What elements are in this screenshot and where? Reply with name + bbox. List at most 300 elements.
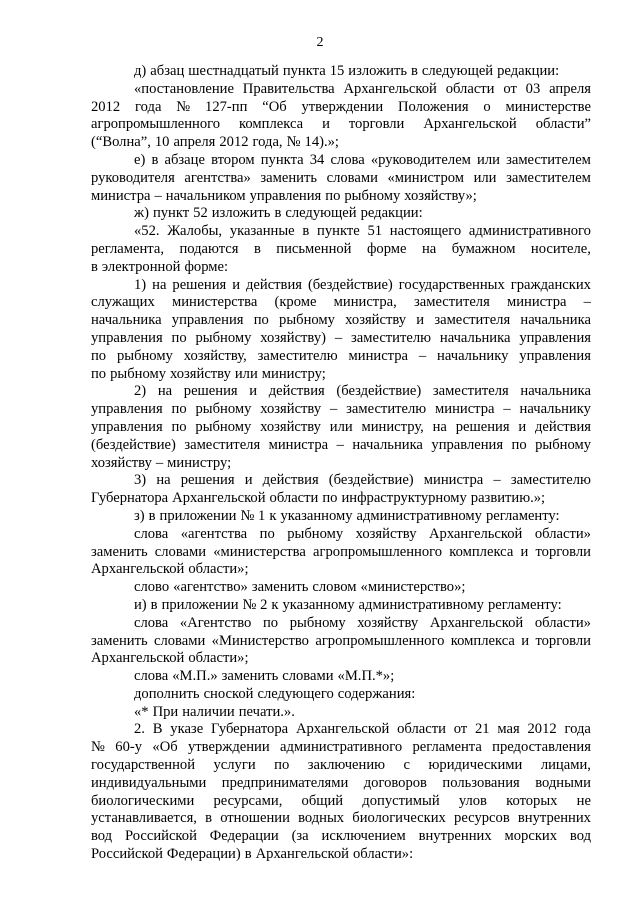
text-line (91, 793, 591, 811)
word: и (232, 276, 241, 293)
word: административного (280, 739, 403, 756)
page-number: 2 (316, 35, 324, 50)
word: При (152, 703, 179, 720)
word: по (325, 187, 341, 204)
word: сноской (203, 685, 254, 702)
word: общий (301, 792, 344, 809)
word: Федерации (209, 828, 279, 845)
word: втором (211, 151, 255, 168)
word: 2012 (91, 98, 121, 115)
word: приложении (159, 507, 237, 524)
word: начальника (520, 383, 591, 400)
text-line (91, 312, 591, 330)
text-line (91, 597, 591, 615)
word: словами (154, 632, 206, 649)
word: индивидуальными (91, 774, 207, 791)
word: 2) (134, 383, 147, 400)
text-line (91, 277, 591, 295)
word: «М.П.*»; (337, 668, 395, 685)
word: рыбному (195, 329, 252, 346)
word: министерстве (505, 98, 591, 115)
word: Федерации) (166, 846, 241, 863)
word: отношении (220, 810, 290, 827)
word: Российской (91, 846, 163, 863)
word: от (453, 721, 468, 738)
word: не (576, 792, 591, 809)
word: словами (282, 668, 334, 685)
text-line (91, 348, 591, 366)
word: 2. (134, 721, 145, 738)
word: утверждении (301, 98, 384, 115)
word: 3) (134, 472, 147, 489)
word: лицами, (540, 757, 591, 774)
word: и (322, 116, 330, 133)
word: словами (154, 543, 207, 560)
word: Архангельской (343, 80, 437, 97)
word: следующего (257, 685, 334, 702)
word: или (473, 169, 497, 186)
word: хозяйству (260, 418, 321, 435)
word: водных (298, 810, 345, 827)
word: Архангельской (255, 846, 349, 863)
word: заместителя (184, 436, 261, 453)
word: 1) (134, 276, 147, 293)
word: министру; (167, 454, 232, 471)
word: хозяйству»; (404, 187, 477, 204)
word: заменить (260, 169, 318, 186)
word: года (135, 98, 162, 115)
text-line (91, 846, 591, 864)
word: области» (534, 525, 591, 542)
word: указанному (282, 596, 355, 613)
word: «Министерство (211, 632, 309, 649)
word: д) (134, 63, 147, 79)
word: «агентство» (173, 579, 248, 596)
word: следующей (285, 205, 357, 222)
word: слова (134, 614, 169, 631)
word: (кроме (274, 294, 317, 311)
word: агропромышленного (313, 543, 443, 560)
word: – (155, 454, 164, 471)
word: хозяйству (357, 614, 419, 631)
word: 14).»; (304, 134, 339, 151)
word: «министерство»; (360, 579, 466, 596)
word: агропромышленного (315, 632, 445, 649)
word: биологическими (91, 792, 195, 809)
text-line (91, 63, 591, 81)
word: министра, (333, 294, 397, 311)
word: решения (183, 383, 238, 400)
word: мая (497, 721, 520, 738)
word: торговли (535, 632, 591, 649)
word: области» (534, 614, 591, 631)
word: – (334, 329, 343, 346)
word: апреля (173, 134, 216, 151)
word: начальнику (519, 401, 591, 418)
word: Архангельской (172, 490, 266, 507)
word: развитию.»; (470, 490, 546, 507)
word: слово (134, 579, 170, 596)
text-line (91, 686, 591, 704)
word: министра (435, 401, 495, 418)
word: в (151, 151, 159, 168)
word: (бездействие) (91, 436, 176, 453)
word: устанавливается, (91, 810, 197, 827)
text-line (91, 508, 591, 526)
text-line (91, 116, 591, 134)
word: административного (468, 223, 591, 240)
word: регламента (412, 739, 482, 756)
word: № (176, 98, 191, 115)
word: «М.П.» (172, 668, 218, 685)
word: по (171, 401, 187, 418)
word: Правительства (242, 80, 335, 97)
word: действия (535, 418, 591, 435)
word: комплекса (239, 116, 304, 133)
word: к (271, 596, 279, 613)
word: «министерства (213, 543, 306, 560)
word: области” (535, 116, 591, 133)
text-line (91, 526, 591, 544)
word: министерства (171, 294, 258, 311)
word: по (171, 418, 187, 435)
word: управления (249, 187, 322, 204)
word: заместителем (506, 169, 591, 186)
word: редакции: (497, 63, 560, 79)
word: пункта (282, 63, 326, 79)
word: № 1 (240, 507, 266, 524)
text-line (91, 490, 591, 508)
word: рыбному (110, 365, 166, 382)
word: области»: (352, 846, 414, 863)
word: регламента, (91, 240, 164, 257)
word: области (397, 721, 446, 738)
text-line (91, 383, 591, 401)
word: форме: (184, 258, 229, 275)
word: по (253, 312, 269, 329)
word: министру; (261, 365, 326, 382)
word: управления (519, 329, 591, 346)
word: 34 (309, 151, 325, 168)
word: “Об (262, 98, 287, 115)
word: и (249, 383, 258, 400)
word: указанные (229, 223, 295, 240)
text-line (91, 633, 591, 651)
word: управления (431, 436, 504, 453)
word: и (416, 312, 425, 329)
word: решения (455, 418, 510, 435)
word: по (511, 436, 527, 453)
word: 51 (367, 223, 383, 240)
word: электронной (101, 258, 181, 275)
word: 03 (525, 80, 541, 97)
word: з) (134, 507, 145, 524)
word: по (259, 525, 275, 542)
word: следующей (421, 63, 494, 79)
text-line (91, 205, 591, 223)
word: 2012 (527, 721, 557, 738)
word: агентства» (184, 169, 251, 186)
word: министра (268, 436, 329, 453)
word: дополнить (134, 685, 200, 702)
word: гражданских (510, 276, 591, 293)
word: рыбному (344, 187, 401, 204)
word: Архангельской (429, 614, 524, 631)
text-line (91, 152, 591, 170)
text-line (91, 401, 591, 419)
word: в (253, 240, 261, 257)
word: государственных (398, 276, 505, 293)
word: бумажном (451, 240, 516, 257)
word: – (583, 294, 591, 311)
word: решения (180, 472, 235, 489)
word: форме (366, 240, 407, 257)
word: с (403, 757, 411, 774)
word: заменить (251, 579, 309, 596)
word: (бездействие) (336, 383, 422, 400)
word: агропромышленного (91, 116, 221, 133)
word: ресурсами, (213, 792, 283, 809)
text-line (91, 828, 591, 846)
word: № (286, 134, 301, 151)
word: области (445, 80, 495, 97)
word: хозяйству (170, 365, 231, 382)
word: «* (134, 703, 149, 720)
word: внутренних (418, 828, 492, 845)
text-line (91, 472, 591, 490)
text-line (91, 241, 591, 259)
word: действия (268, 383, 325, 400)
word: начальника (520, 312, 591, 329)
word: по (322, 490, 338, 507)
text-line (91, 99, 591, 117)
word: торговли (348, 116, 405, 133)
word: Архангельской (428, 525, 523, 542)
word: Архангельской (295, 721, 390, 738)
word: области»; (188, 650, 249, 667)
word: к (269, 507, 277, 524)
word: на (157, 383, 173, 400)
word: «Агентство (179, 614, 252, 631)
word: начальника (91, 312, 162, 329)
document-body (91, 63, 591, 864)
word: – (418, 347, 427, 364)
word: рыбному (279, 312, 335, 329)
word: заместителя (432, 383, 509, 400)
word: юридическими (428, 757, 523, 774)
text-line (91, 419, 591, 437)
word: наличии (182, 703, 235, 720)
word: административному (358, 596, 484, 613)
word: е) (134, 151, 146, 168)
text-line (91, 810, 591, 828)
text-line (91, 294, 591, 312)
word: пункт (152, 205, 190, 222)
word: хозяйству (91, 454, 152, 471)
word: и (518, 418, 527, 435)
text-line (91, 170, 591, 188)
word: государственной (91, 757, 196, 774)
word: «министром (387, 169, 465, 186)
text-line (91, 259, 591, 277)
word: 60-у (115, 739, 143, 756)
word: в (148, 507, 156, 524)
word: по (171, 329, 187, 346)
word: 127-пп (205, 98, 248, 115)
word: административному (356, 507, 482, 524)
word: рыбному (195, 401, 252, 418)
word: на (152, 276, 167, 293)
word: в (150, 596, 158, 613)
word: министра (91, 187, 151, 204)
word: рыбному (287, 525, 344, 542)
word: хозяйству (355, 525, 417, 542)
word: носителе, (530, 240, 591, 257)
word: и (521, 632, 530, 649)
text-line (91, 437, 591, 455)
word: словом (312, 579, 357, 596)
word: (бездействие) (328, 472, 414, 489)
word: рыбному (289, 614, 346, 631)
word: действия (262, 472, 319, 489)
text-line (91, 615, 591, 633)
word: заменить (91, 543, 148, 560)
word: допустимый (362, 792, 440, 809)
word: заместителю (510, 472, 591, 489)
word: по (262, 614, 279, 631)
word: заместителю (351, 329, 432, 346)
word: абзаце (164, 151, 205, 168)
word: Российской (124, 828, 197, 845)
word: (за (291, 828, 309, 845)
word: предоставления (492, 739, 591, 756)
text-line (91, 81, 591, 99)
word: Жалобы, (167, 223, 223, 240)
word: начальником (165, 187, 246, 204)
word: министру, (361, 418, 424, 435)
word: начальнику (437, 347, 509, 364)
word: министра (507, 294, 567, 311)
word: пункте (317, 223, 360, 240)
text-line (91, 579, 591, 597)
word: редакции: (360, 205, 423, 222)
text-line (91, 650, 591, 668)
word: на (421, 240, 437, 257)
word: руководителя (91, 169, 175, 186)
word: регламенту: (487, 596, 562, 613)
word: хозяйству (260, 401, 322, 418)
word: в (244, 846, 252, 863)
word: начальника (439, 329, 511, 346)
word: которых (506, 792, 558, 809)
word: управления (171, 312, 244, 329)
word: пункта (260, 151, 304, 168)
word: на (432, 418, 447, 435)
word: области (269, 490, 319, 507)
word: регламенту: (485, 507, 560, 524)
word: в (91, 258, 98, 275)
word: № (91, 739, 105, 756)
word: морских (504, 828, 558, 845)
word: заместителя (413, 294, 490, 311)
word: – (154, 187, 162, 204)
word: года (564, 721, 591, 738)
word: заместителю (257, 347, 338, 364)
word: начальника (352, 436, 423, 453)
word: Архангельской (91, 650, 185, 667)
word: Архангельской (423, 116, 517, 133)
word: в (411, 63, 418, 79)
word: служащих (91, 294, 155, 311)
word: – (503, 401, 511, 418)
word: управления (91, 401, 163, 418)
word: внутренних (517, 810, 591, 827)
word: и (520, 543, 529, 560)
word: указанному (280, 507, 353, 524)
word: изложить (348, 63, 407, 79)
word: словами (326, 169, 378, 186)
word: заместителя (434, 312, 511, 329)
text-line (91, 739, 591, 757)
text-line (91, 757, 591, 775)
word: № 2 (242, 596, 268, 613)
word: «агентства (180, 525, 248, 542)
word: управления (91, 329, 163, 346)
word: биологических (352, 810, 446, 827)
word: печати.». (238, 703, 295, 720)
word: улов (458, 792, 487, 809)
word: торговли (535, 543, 591, 560)
word: заместителем (506, 151, 591, 168)
text-line (91, 775, 591, 793)
text-line (91, 366, 591, 384)
word: решения (172, 276, 227, 293)
word: исключением (321, 828, 406, 845)
word: – (329, 401, 338, 418)
word: абзац (150, 63, 185, 79)
word: комплекса (450, 632, 515, 649)
word: «Об (152, 739, 178, 756)
word: предпринимателями (221, 774, 349, 791)
word: в (302, 223, 310, 240)
word: указе (170, 721, 204, 738)
word: вод (569, 828, 591, 845)
word: 10 (154, 134, 170, 151)
word: заместителю (346, 401, 427, 418)
text-line (91, 721, 591, 739)
word: министра (423, 472, 484, 489)
word: инфраструктурному (341, 490, 467, 507)
word: заключению (307, 757, 386, 774)
word: пользования (442, 774, 520, 791)
word: рыбному (195, 418, 252, 435)
word: на (156, 472, 171, 489)
word: о (483, 98, 491, 115)
text-line (91, 544, 591, 562)
word: слова (330, 151, 365, 168)
word: года, (252, 134, 283, 151)
word: управления (519, 347, 591, 364)
word: от (503, 80, 517, 97)
text-line (91, 134, 591, 152)
word: услуги (213, 757, 256, 774)
word: слова (134, 668, 169, 685)
word: хозяйству (345, 312, 407, 329)
word: настоящего (389, 223, 462, 240)
word: «постановление (134, 80, 234, 97)
text-line (91, 455, 591, 473)
text-line (91, 188, 591, 206)
